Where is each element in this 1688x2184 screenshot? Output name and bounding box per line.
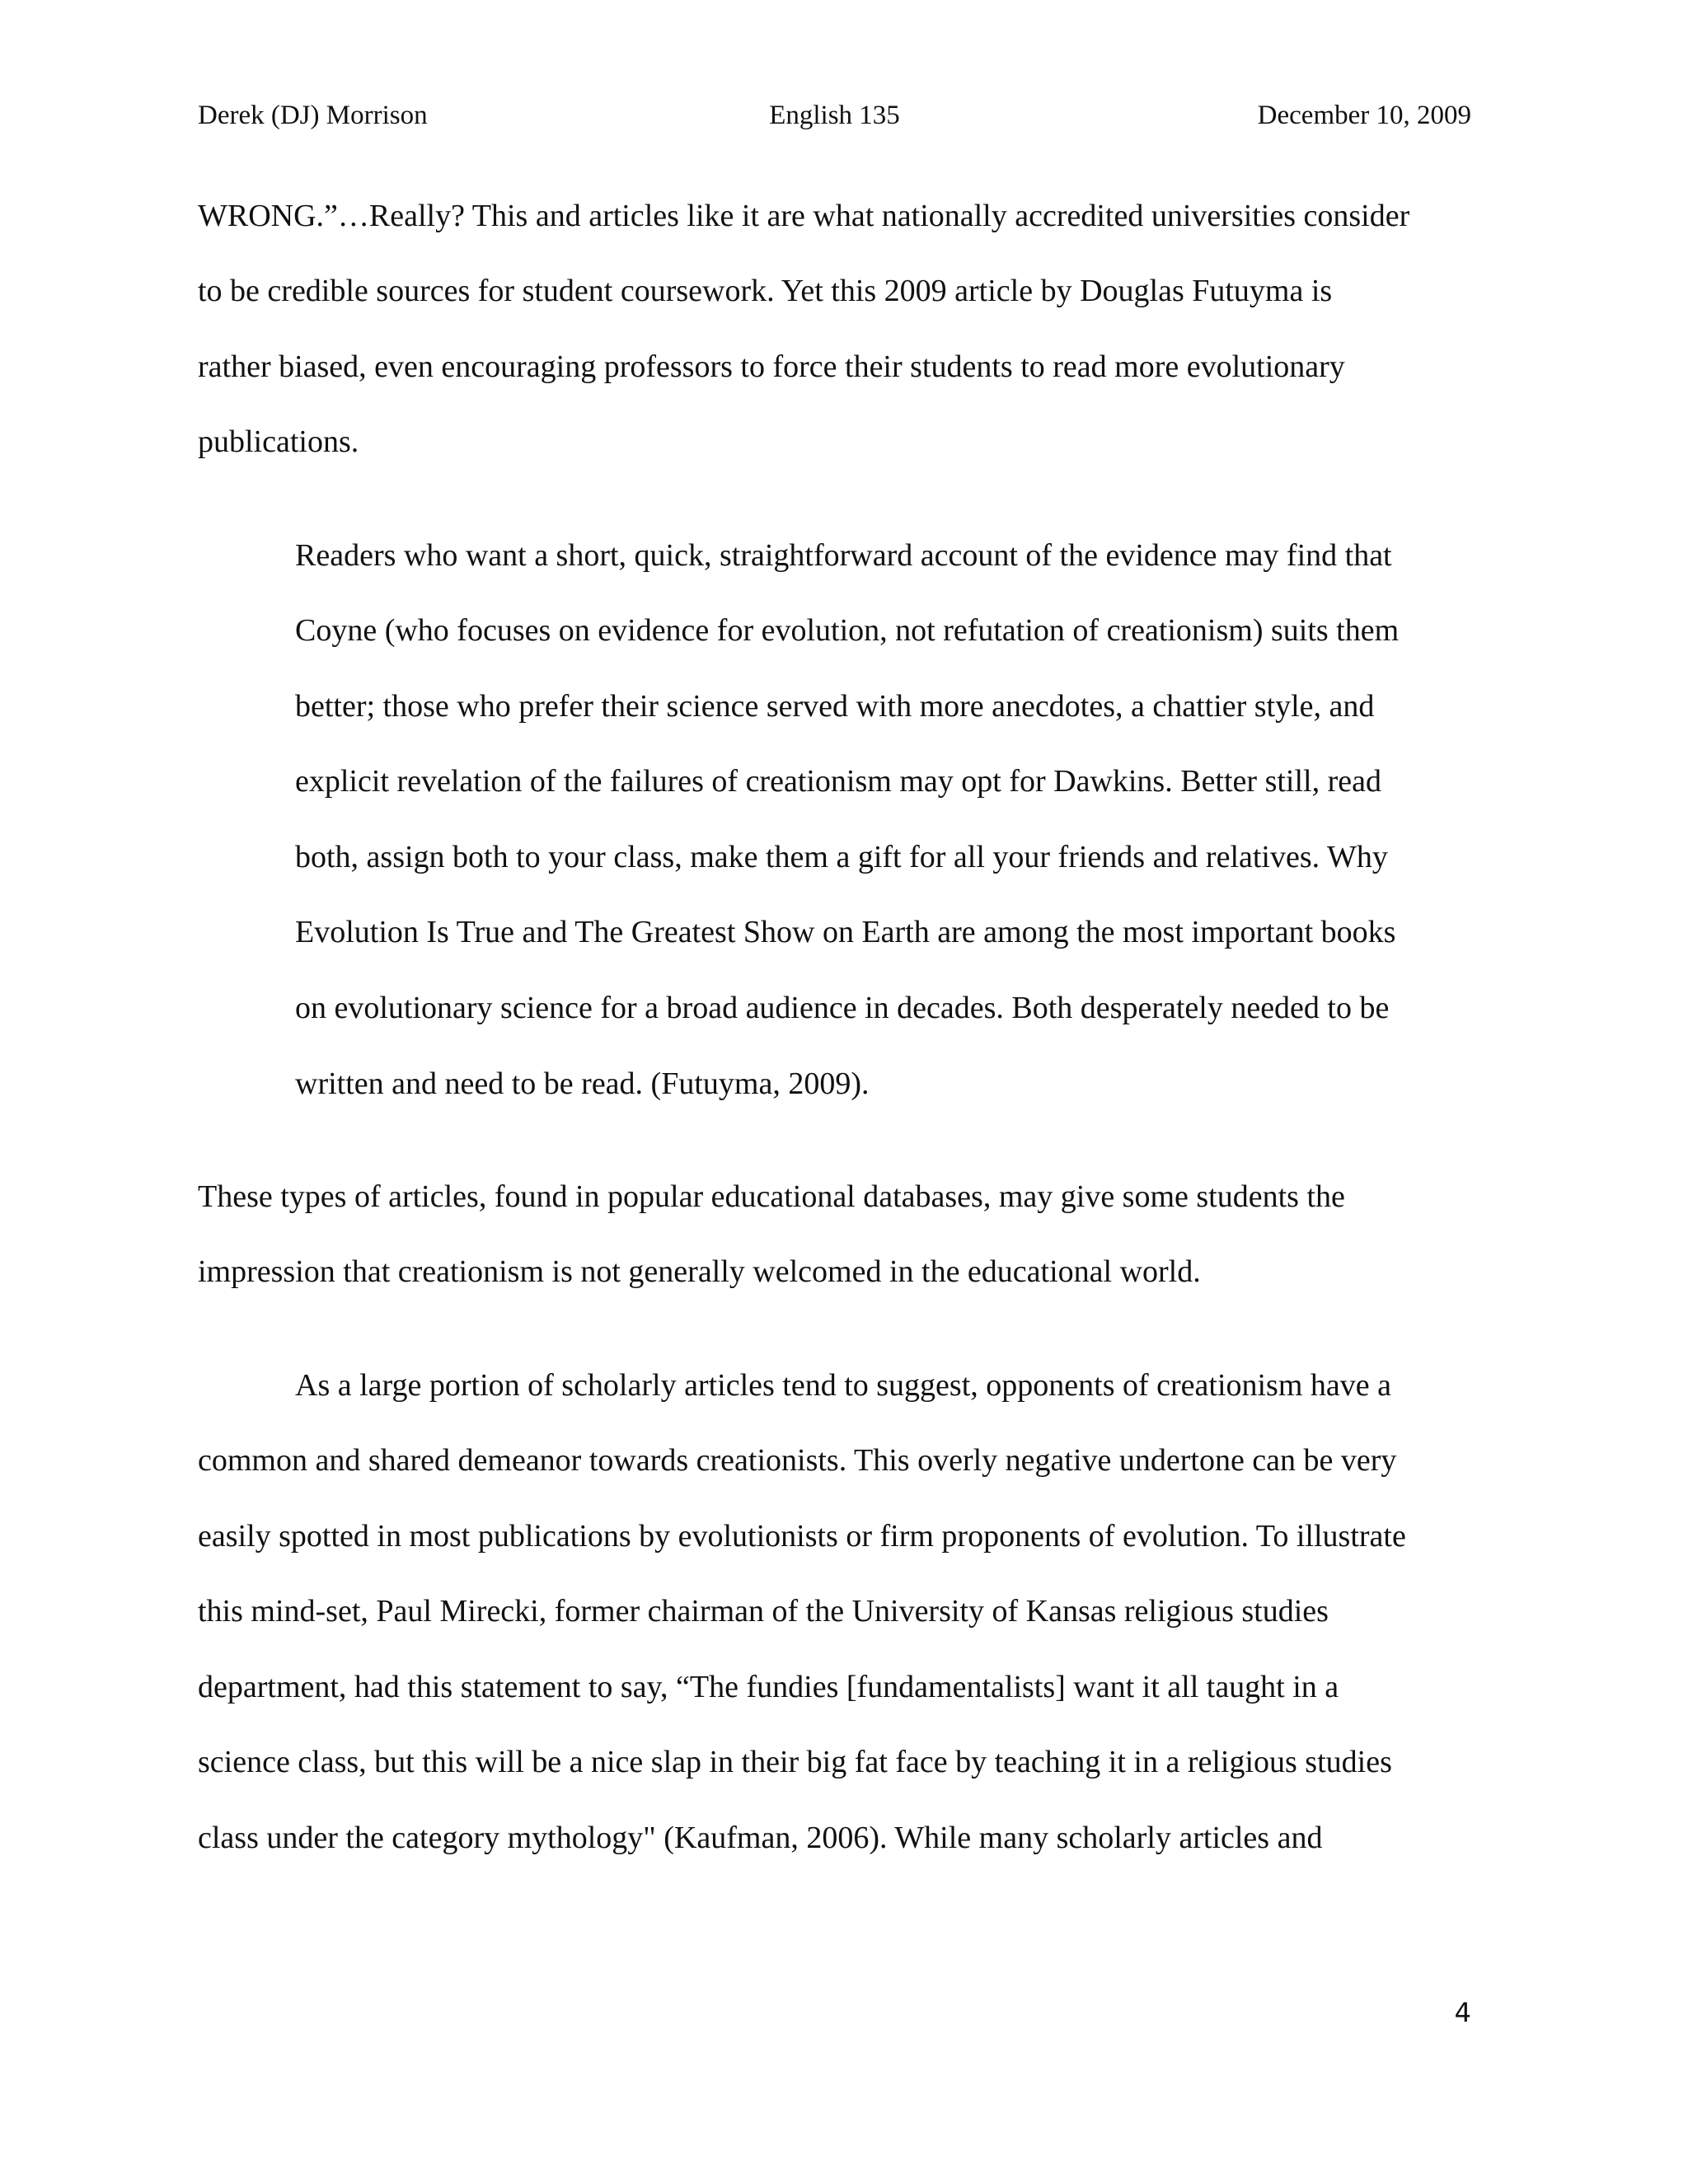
block-quote-line-1: Readers who want a short, quick, straightforward account of the evidence may find that	[295, 538, 1392, 573]
paragraph-1-line-1: WRONG.”…Really? This and articles like it are what nationally accredited universities consider	[198, 199, 1410, 233]
paragraph-3-line-6: science class, but this will be a nice slap in their big fat face by teaching it in a religious studies	[198, 1745, 1392, 1779]
paragraph-1-line-3: rather biased, even encouraging professors to force their students to read more evolutionary	[198, 349, 1345, 384]
block-quote-line-2: Coyne (who focuses on evidence for evolution, not refutation of creationism) suits them	[295, 613, 1400, 648]
block-quote-line-4: explicit revelation of the failures of creationism may opt for Dawkins. Better still, read	[295, 764, 1381, 799]
paragraph-2-line-1: These types of articles, found in popular educational databases, may give some students the	[198, 1179, 1345, 1214]
header-date: December 10, 2009	[1257, 101, 1471, 130]
paragraph-3-line-5: department, had this statement to say, “The fundies [fundamentalists] want it all taught in a	[198, 1670, 1339, 1704]
header-author: Derek (DJ) Morrison	[198, 101, 428, 130]
block-quote-line-6: Evolution Is True and The Greatest Show on Earth are among the most important books	[295, 915, 1396, 949]
paragraph-1-line-2: to be credible sources for student coursework. Yet this 2009 article by Douglas Futuyma is	[198, 274, 1333, 308]
running-header	[198, 97, 1471, 134]
block-quote-line-8: written and need to be read. (Futuyma, 2009).	[295, 1066, 870, 1101]
block-quote-line-7: on evolutionary science for a broad audience in decades. Both desperately needed to be	[295, 991, 1390, 1025]
paragraph-3-line-2: common and shared demeanor towards creationists. This overly negative undertone can be very	[198, 1443, 1397, 1478]
paragraph-3-line-1: As a large portion of scholarly articles tend to suggest, opponents of creationism have a	[295, 1368, 1391, 1403]
paragraph-3-line-3: easily spotted in most publications by evolutionists or firm proponents of evolution. To illustrate	[198, 1519, 1406, 1554]
header-course: English 135	[769, 101, 900, 130]
paragraph-3-line-7: class under the category mythology" (Kaufman, 2006). While many scholarly articles and	[198, 1821, 1323, 1855]
paragraph-3-line-4: this mind-set, Paul Mirecki, former chairman of the University of Kansas religious studies	[198, 1594, 1329, 1629]
paragraph-1-line-4: publications.	[198, 424, 359, 459]
page-number: 4	[1454, 1997, 1471, 2028]
block-quote-line-3: better; those who prefer their science served with more anecdotes, a chattier style, and	[295, 689, 1375, 724]
block-quote-line-5: both, assign both to your class, make them a gift for all your friends and relatives. Why	[295, 840, 1388, 874]
paragraph-2-line-2: impression that creationism is not generally welcomed in the educational world.	[198, 1254, 1201, 1289]
